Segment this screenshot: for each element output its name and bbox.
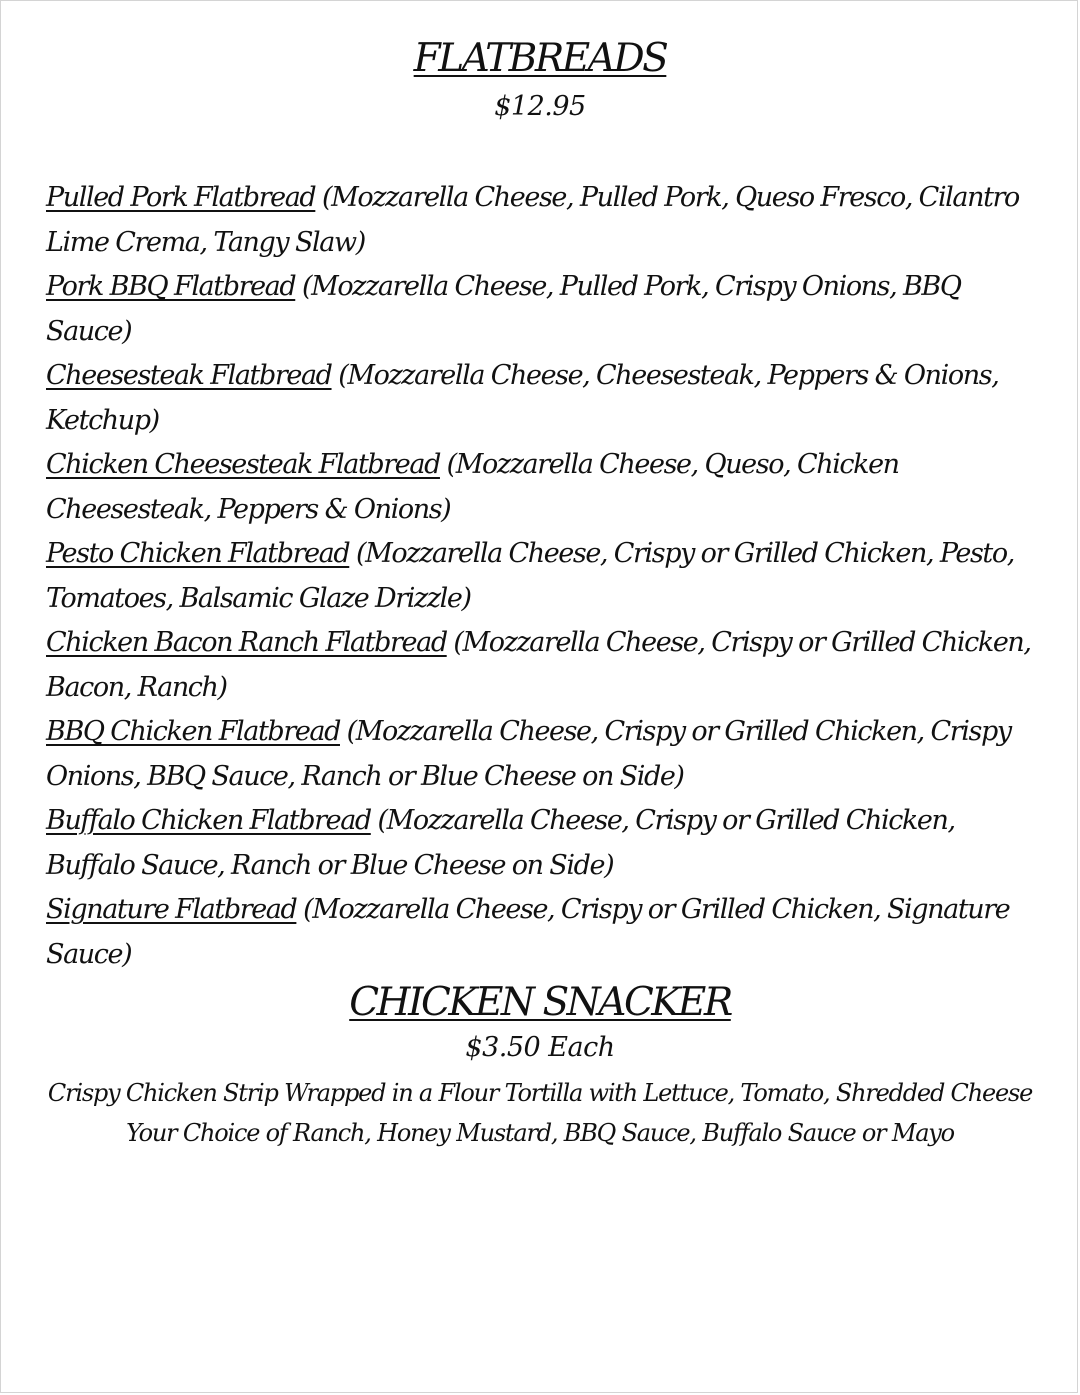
item-name: Pulled Pork Flatbread [46,182,316,213]
menu-item-pesto-chicken-flatbread [46,532,1041,621]
menu-item-bbq-chicken-flatbread [46,710,1041,799]
item-name: BBQ Chicken Flatbread [46,716,340,747]
item-description: (Mozzarella Cheese, Cheesesteak, Peppers & Onions, Ketchup) [46,360,999,436]
menu-item-pork-bbq-flatbread [46,265,1041,354]
item-description: (Mozzarella Cheese, Pulled Pork, Crispy Onions, BBQ Sauce) [46,271,961,347]
menu-item-chicken-cheesesteak-flatbread [46,443,1041,532]
menu-item-pulled-pork-flatbread [46,176,1041,265]
flatbreads-list [46,176,1041,977]
chicken-snacker-title: CHICKEN SNACKER [349,980,731,1025]
item-name: Signature Flatbread [46,894,297,925]
item-description: (Mozzarella Cheese, Crispy or Grilled Chicken, Pesto, Tomatoes, Balsamic Glaze Drizzle) [46,538,1014,614]
item-name: Pesto Chicken Flatbread [46,538,350,569]
item-name: Cheesesteak Flatbread [46,360,332,391]
chicken-snacker-description [0,1073,1080,1153]
item-description: (Mozzarella Cheese, Crispy or Grilled Chicken, Buffalo Sauce, Ranch or Blue Cheese on Side) [46,805,955,881]
snacker-line-sauces: Your Choice of Ranch, Honey Mustard, BBQ Sauce, Buffalo Sauce or Mayo [126,1119,954,1147]
item-description: (Mozzarella Cheese, Crispy or Grilled Chicken, Crispy Onions, BBQ Sauce, Ranch or Blue Cheese on Side) [46,716,1011,792]
item-description: (Mozzarella Cheese, Crispy or Grilled Chicken, Bacon, Ranch) [46,627,1031,703]
menu-item-buffalo-chicken-flatbread [46,799,1041,888]
item-name: Chicken Cheesesteak Flatbread [46,449,440,480]
menu-item-cheesesteak-flatbread [46,354,1041,443]
item-description: (Mozzarella Cheese, Pulled Pork, Queso Fresco, Cilantro Lime Crema, Tangy Slaw) [46,182,1019,258]
flatbreads-title: FLATBREADS [413,36,667,81]
item-description: (Mozzarella Cheese, Queso, Chicken Cheesesteak, Peppers & Onions) [46,449,899,525]
snacker-line-ingredients: Crispy Chicken Strip Wrapped in a Flour Tortilla with Lettuce, Tomato, Shredded Cheese [47,1079,1033,1107]
menu-item-signature-flatbread [46,888,1041,977]
item-name: Pork BBQ Flatbread [46,271,296,302]
item-name: Buffalo Chicken Flatbread [46,805,371,836]
menu-item-chicken-bacon-ranch-flatbread [46,621,1041,710]
item-description: (Mozzarella Cheese, Crispy or Grilled Chicken, Signature Sauce) [46,894,1010,970]
item-name: Chicken Bacon Ranch Flatbread [46,627,447,658]
chicken-snacker-price: $3.50 Each [465,1032,615,1063]
flatbreads-price: $12.95 [494,91,586,122]
